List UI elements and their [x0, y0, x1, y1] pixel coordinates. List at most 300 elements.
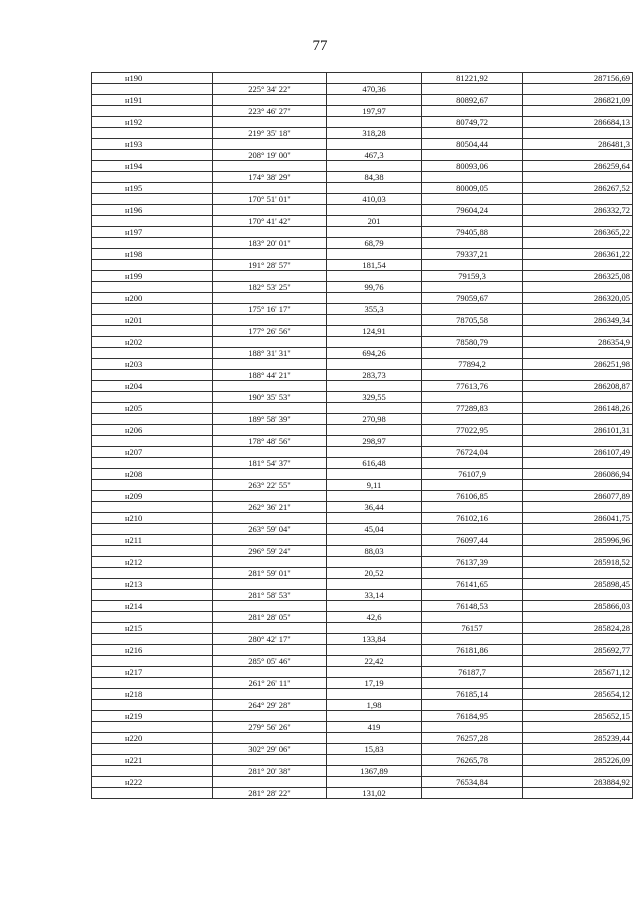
distance-cell: 329,55	[327, 392, 422, 403]
bearing-cell	[213, 293, 327, 304]
bearing-cell	[213, 337, 327, 348]
point-id-cell: н207	[92, 447, 213, 458]
bearing-cell: 263° 59' 04"	[213, 524, 327, 535]
x-coordinate-cell: 76724,04	[422, 447, 523, 458]
distance-cell: 201	[327, 216, 422, 227]
x-coordinate-cell: 79337,21	[422, 249, 523, 260]
x-coordinate-cell: 76185,14	[422, 689, 523, 700]
bearing-cell: 189° 58' 39"	[213, 414, 327, 425]
point-id-cell: н218	[92, 689, 213, 700]
distance-cell: 410,03	[327, 194, 422, 205]
distance-cell: 181,54	[327, 260, 422, 271]
point-id-cell	[92, 744, 213, 755]
x-coordinate-cell	[422, 568, 523, 579]
y-coordinate-cell: 285898,45	[523, 579, 633, 590]
point-id-cell: н190	[92, 73, 213, 84]
y-coordinate-cell: 285918,52	[523, 557, 633, 568]
y-coordinate-cell: 286101,31	[523, 425, 633, 436]
distance-cell	[327, 667, 422, 678]
bearing-cell	[213, 315, 327, 326]
distance-cell	[327, 117, 422, 128]
y-coordinate-cell	[523, 326, 633, 337]
x-coordinate-cell	[422, 370, 523, 381]
y-coordinate-cell	[523, 524, 633, 535]
y-coordinate-cell: 285671,12	[523, 667, 633, 678]
point-id-cell: н194	[92, 161, 213, 172]
distance-cell: 99,76	[327, 282, 422, 293]
table-row	[92, 568, 633, 579]
page-number: 77	[312, 38, 328, 54]
bearing-cell	[213, 183, 327, 194]
y-coordinate-cell	[523, 502, 633, 513]
table-row	[92, 678, 633, 689]
distance-cell: 15,83	[327, 744, 422, 755]
table-row	[92, 271, 633, 282]
bearing-cell	[213, 733, 327, 744]
x-coordinate-cell	[422, 722, 523, 733]
x-coordinate-cell	[422, 656, 523, 667]
table-row	[92, 106, 633, 117]
y-coordinate-cell	[523, 766, 633, 777]
table-row	[92, 447, 633, 458]
bearing-cell	[213, 557, 327, 568]
table-row	[92, 557, 633, 568]
x-coordinate-cell: 76148,53	[422, 601, 523, 612]
y-coordinate-cell: 285226,09	[523, 755, 633, 766]
bearing-cell: 182° 53' 25"	[213, 282, 327, 293]
distance-cell: 84,38	[327, 172, 422, 183]
y-coordinate-cell	[523, 568, 633, 579]
distance-cell: 283,73	[327, 370, 422, 381]
bearing-cell: 188° 44' 21"	[213, 370, 327, 381]
bearing-cell: 223° 46' 27"	[213, 106, 327, 117]
distance-cell: 42,6	[327, 612, 422, 623]
y-coordinate-cell: 285996,96	[523, 535, 633, 546]
x-coordinate-cell: 76137,39	[422, 557, 523, 568]
y-coordinate-cell: 286320,05	[523, 293, 633, 304]
bearing-cell	[213, 161, 327, 172]
table-row	[92, 546, 633, 557]
y-coordinate-cell: 285654,12	[523, 689, 633, 700]
point-id-cell: н209	[92, 491, 213, 502]
bearing-cell	[213, 469, 327, 480]
distance-cell: 298,97	[327, 436, 422, 447]
point-id-cell	[92, 326, 213, 337]
point-id-cell	[92, 348, 213, 359]
y-coordinate-cell: 286365,22	[523, 227, 633, 238]
distance-cell: 124,91	[327, 326, 422, 337]
x-coordinate-cell	[422, 216, 523, 227]
x-coordinate-cell: 80009,05	[422, 183, 523, 194]
x-coordinate-cell: 76097,44	[422, 535, 523, 546]
x-coordinate-cell: 80749,72	[422, 117, 523, 128]
point-id-cell	[92, 370, 213, 381]
bearing-cell	[213, 755, 327, 766]
point-id-cell	[92, 260, 213, 271]
x-coordinate-cell: 76141,65	[422, 579, 523, 590]
bearing-cell	[213, 95, 327, 106]
bearing-cell	[213, 139, 327, 150]
table-row	[92, 788, 633, 799]
y-coordinate-cell: 286332,72	[523, 205, 633, 216]
distance-cell: 9,11	[327, 480, 422, 491]
x-coordinate-cell	[422, 282, 523, 293]
bearing-cell	[213, 491, 327, 502]
table-row	[92, 535, 633, 546]
bearing-cell: 174° 38' 29"	[213, 172, 327, 183]
coordinates-table	[91, 72, 633, 799]
x-coordinate-cell	[422, 546, 523, 557]
distance-cell: 131,02	[327, 788, 422, 799]
distance-cell	[327, 293, 422, 304]
point-id-cell	[92, 106, 213, 117]
x-coordinate-cell	[422, 392, 523, 403]
x-coordinate-cell: 76257,28	[422, 733, 523, 744]
y-coordinate-cell	[523, 546, 633, 557]
table-row	[92, 326, 633, 337]
point-id-cell	[92, 84, 213, 95]
y-coordinate-cell	[523, 84, 633, 95]
table-row	[92, 601, 633, 612]
table-row	[92, 84, 633, 95]
point-id-cell: н196	[92, 205, 213, 216]
point-id-cell: н195	[92, 183, 213, 194]
table-row	[92, 513, 633, 524]
distance-cell: 1367,89	[327, 766, 422, 777]
table-row	[92, 755, 633, 766]
x-coordinate-cell	[422, 678, 523, 689]
distance-cell: 133,84	[327, 634, 422, 645]
x-coordinate-cell: 77289,83	[422, 403, 523, 414]
point-id-cell: н222	[92, 777, 213, 788]
bearing-cell	[213, 777, 327, 788]
x-coordinate-cell	[422, 480, 523, 491]
x-coordinate-cell: 79059,67	[422, 293, 523, 304]
point-id-cell: н206	[92, 425, 213, 436]
x-coordinate-cell: 76187,7	[422, 667, 523, 678]
x-coordinate-cell: 78580,79	[422, 337, 523, 348]
bearing-cell: 178° 48' 56"	[213, 436, 327, 447]
bearing-cell	[213, 425, 327, 436]
table-row	[92, 634, 633, 645]
distance-cell	[327, 183, 422, 194]
bearing-cell: 261° 26' 11"	[213, 678, 327, 689]
distance-cell: 33,14	[327, 590, 422, 601]
point-id-cell	[92, 546, 213, 557]
distance-cell: 1,98	[327, 700, 422, 711]
bearing-cell: 281° 58' 53"	[213, 590, 327, 601]
y-coordinate-cell	[523, 678, 633, 689]
y-coordinate-cell: 286821,09	[523, 95, 633, 106]
x-coordinate-cell	[422, 326, 523, 337]
table-row	[92, 491, 633, 502]
x-coordinate-cell	[422, 128, 523, 139]
x-coordinate-cell: 77894,2	[422, 359, 523, 370]
x-coordinate-cell	[422, 260, 523, 271]
y-coordinate-cell: 286481,3	[523, 139, 633, 150]
x-coordinate-cell	[422, 304, 523, 315]
point-id-cell	[92, 414, 213, 425]
table-row	[92, 469, 633, 480]
table-row	[92, 777, 633, 788]
table-row	[92, 766, 633, 777]
distance-cell: 36,44	[327, 502, 422, 513]
x-coordinate-cell	[422, 524, 523, 535]
y-coordinate-cell: 286361,22	[523, 249, 633, 260]
bearing-cell	[213, 271, 327, 282]
table-row	[92, 293, 633, 304]
table-row	[92, 667, 633, 678]
bearing-cell: 190° 35' 53"	[213, 392, 327, 403]
y-coordinate-cell	[523, 458, 633, 469]
distance-cell	[327, 491, 422, 502]
table-row	[92, 161, 633, 172]
distance-cell	[327, 271, 422, 282]
distance-cell: 197,97	[327, 106, 422, 117]
point-id-cell	[92, 568, 213, 579]
table-row	[92, 403, 633, 414]
point-id-cell: н198	[92, 249, 213, 260]
x-coordinate-cell: 80504,44	[422, 139, 523, 150]
table-row	[92, 172, 633, 183]
bearing-cell: 225° 34' 22"	[213, 84, 327, 95]
point-id-cell: н193	[92, 139, 213, 150]
point-id-cell: н204	[92, 381, 213, 392]
bearing-cell: 177° 26' 56"	[213, 326, 327, 337]
point-id-cell	[92, 304, 213, 315]
x-coordinate-cell	[422, 238, 523, 249]
point-id-cell	[92, 458, 213, 469]
y-coordinate-cell	[523, 282, 633, 293]
table-row	[92, 381, 633, 392]
bearing-cell: 281° 28' 05"	[213, 612, 327, 623]
distance-cell	[327, 425, 422, 436]
x-coordinate-cell	[422, 414, 523, 425]
point-id-cell	[92, 392, 213, 403]
point-id-cell	[92, 128, 213, 139]
x-coordinate-cell	[422, 634, 523, 645]
x-coordinate-cell	[422, 172, 523, 183]
point-id-cell: н214	[92, 601, 213, 612]
bearing-cell	[213, 205, 327, 216]
point-id-cell	[92, 282, 213, 293]
point-id-cell	[92, 524, 213, 535]
distance-cell: 470,36	[327, 84, 422, 95]
x-coordinate-cell: 79159,3	[422, 271, 523, 282]
y-coordinate-cell: 286086,94	[523, 469, 633, 480]
bearing-cell	[213, 359, 327, 370]
y-coordinate-cell: 286208,87	[523, 381, 633, 392]
point-id-cell: н215	[92, 623, 213, 634]
distance-cell	[327, 777, 422, 788]
distance-cell	[327, 579, 422, 590]
x-coordinate-cell: 80093,06	[422, 161, 523, 172]
point-id-cell: н208	[92, 469, 213, 480]
distance-cell	[327, 139, 422, 150]
point-id-cell	[92, 238, 213, 249]
bearing-cell	[213, 513, 327, 524]
distance-cell: 355,3	[327, 304, 422, 315]
y-coordinate-cell	[523, 788, 633, 799]
x-coordinate-cell: 77022,95	[422, 425, 523, 436]
table-row	[92, 370, 633, 381]
point-id-cell: н200	[92, 293, 213, 304]
table-row	[92, 425, 633, 436]
table-row	[92, 612, 633, 623]
y-coordinate-cell: 286251,98	[523, 359, 633, 370]
bearing-cell: 302° 29' 06"	[213, 744, 327, 755]
point-id-cell	[92, 216, 213, 227]
bearing-cell: 170° 41' 42"	[213, 216, 327, 227]
bearing-cell	[213, 73, 327, 84]
y-coordinate-cell: 286041,75	[523, 513, 633, 524]
point-id-cell: н216	[92, 645, 213, 656]
point-id-cell: н201	[92, 315, 213, 326]
x-coordinate-cell	[422, 106, 523, 117]
table-row	[92, 623, 633, 634]
bearing-cell: 262° 36' 21"	[213, 502, 327, 513]
distance-cell: 22,42	[327, 656, 422, 667]
coordinates-table-container	[91, 72, 630, 799]
y-coordinate-cell	[523, 128, 633, 139]
table-row	[92, 238, 633, 249]
y-coordinate-cell: 286259,64	[523, 161, 633, 172]
y-coordinate-cell	[523, 590, 633, 601]
table-row	[92, 502, 633, 513]
point-id-cell	[92, 436, 213, 447]
bearing-cell: 279° 56' 26"	[213, 722, 327, 733]
table-row	[92, 414, 633, 425]
point-id-cell	[92, 194, 213, 205]
distance-cell: 419	[327, 722, 422, 733]
bearing-cell: 188° 31' 31"	[213, 348, 327, 359]
table-row	[92, 260, 633, 271]
bearing-cell	[213, 645, 327, 656]
x-coordinate-cell	[422, 700, 523, 711]
bearing-cell	[213, 689, 327, 700]
point-id-cell	[92, 700, 213, 711]
bearing-cell	[213, 601, 327, 612]
distance-cell	[327, 73, 422, 84]
distance-cell	[327, 733, 422, 744]
bearing-cell	[213, 579, 327, 590]
y-coordinate-cell	[523, 370, 633, 381]
x-coordinate-cell: 76102,16	[422, 513, 523, 524]
distance-cell	[327, 337, 422, 348]
table-row	[92, 689, 633, 700]
distance-cell: 270,98	[327, 414, 422, 425]
distance-cell	[327, 315, 422, 326]
x-coordinate-cell: 76106,85	[422, 491, 523, 502]
point-id-cell: н217	[92, 667, 213, 678]
distance-cell	[327, 359, 422, 370]
distance-cell	[327, 535, 422, 546]
bearing-cell: 285° 05' 46"	[213, 656, 327, 667]
y-coordinate-cell	[523, 304, 633, 315]
x-coordinate-cell	[422, 766, 523, 777]
table-row	[92, 304, 633, 315]
table-row	[92, 711, 633, 722]
point-id-cell	[92, 480, 213, 491]
y-coordinate-cell: 283884,92	[523, 777, 633, 788]
point-id-cell	[92, 722, 213, 733]
distance-cell: 694,26	[327, 348, 422, 359]
y-coordinate-cell	[523, 744, 633, 755]
x-coordinate-cell: 79604,24	[422, 205, 523, 216]
y-coordinate-cell	[523, 260, 633, 271]
x-coordinate-cell	[422, 458, 523, 469]
y-coordinate-cell: 285692,77	[523, 645, 633, 656]
table-row	[92, 249, 633, 260]
x-coordinate-cell: 80892,67	[422, 95, 523, 106]
bearing-cell: 281° 20' 38"	[213, 766, 327, 777]
table-row	[92, 458, 633, 469]
distance-cell	[327, 755, 422, 766]
bearing-cell: 264° 29' 28"	[213, 700, 327, 711]
table-row	[92, 227, 633, 238]
table-row	[92, 645, 633, 656]
x-coordinate-cell: 76534,84	[422, 777, 523, 788]
table-row	[92, 139, 633, 150]
distance-cell	[327, 95, 422, 106]
distance-cell	[327, 557, 422, 568]
x-coordinate-cell	[422, 436, 523, 447]
distance-cell	[327, 689, 422, 700]
bearing-cell	[213, 667, 327, 678]
point-id-cell: н197	[92, 227, 213, 238]
point-id-cell: н192	[92, 117, 213, 128]
y-coordinate-cell: 286148,26	[523, 403, 633, 414]
distance-cell: 68,79	[327, 238, 422, 249]
table-row	[92, 282, 633, 293]
bearing-cell: 219° 35' 18"	[213, 128, 327, 139]
y-coordinate-cell: 285866,03	[523, 601, 633, 612]
y-coordinate-cell	[523, 414, 633, 425]
point-id-cell: н220	[92, 733, 213, 744]
point-id-cell	[92, 678, 213, 689]
point-id-cell: н210	[92, 513, 213, 524]
table-row	[92, 150, 633, 161]
distance-cell	[327, 623, 422, 634]
x-coordinate-cell: 76107,9	[422, 469, 523, 480]
bearing-cell: 170° 51' 01"	[213, 194, 327, 205]
table-row	[92, 73, 633, 84]
distance-cell	[327, 711, 422, 722]
y-coordinate-cell	[523, 656, 633, 667]
y-coordinate-cell: 286267,52	[523, 183, 633, 194]
y-coordinate-cell	[523, 436, 633, 447]
y-coordinate-cell	[523, 612, 633, 623]
bearing-cell: 183° 20' 01"	[213, 238, 327, 249]
table-row	[92, 656, 633, 667]
y-coordinate-cell: 286349,34	[523, 315, 633, 326]
table-row	[92, 205, 633, 216]
bearing-cell: 208° 19' 00"	[213, 150, 327, 161]
distance-cell	[327, 161, 422, 172]
table-row	[92, 337, 633, 348]
distance-cell	[327, 249, 422, 260]
distance-cell: 20,52	[327, 568, 422, 579]
x-coordinate-cell: 76157	[422, 623, 523, 634]
table-row	[92, 722, 633, 733]
bearing-cell	[213, 249, 327, 260]
bearing-cell	[213, 535, 327, 546]
point-id-cell: н221	[92, 755, 213, 766]
distance-cell: 88,03	[327, 546, 422, 557]
bearing-cell	[213, 403, 327, 414]
distance-cell	[327, 447, 422, 458]
bearing-cell	[213, 623, 327, 634]
